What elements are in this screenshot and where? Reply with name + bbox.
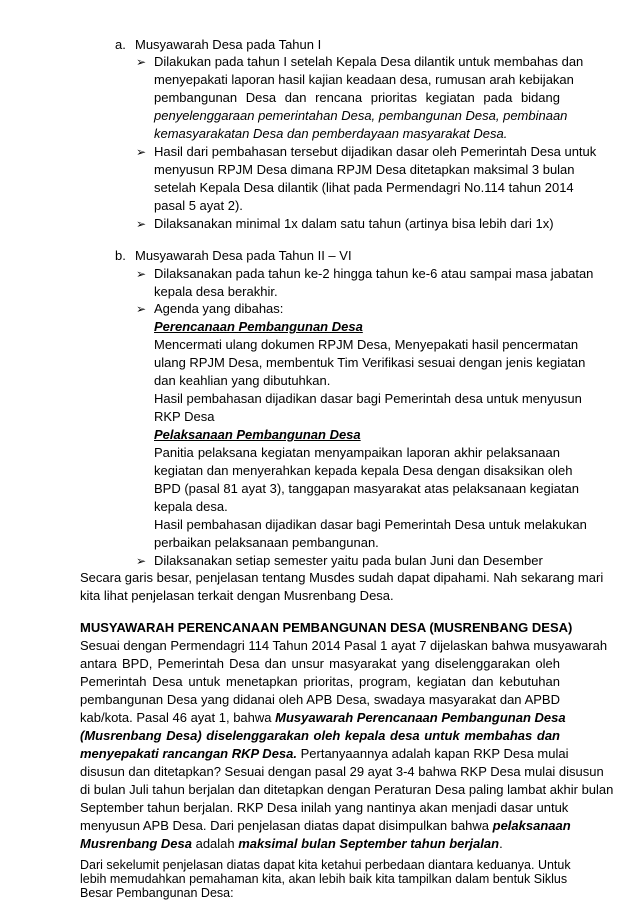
- text-line: [80, 836, 503, 852]
- text-line: antara BPD, Pemerintah Desa dan unsur masyarakat yang diselenggarakan oleh: [80, 656, 560, 671]
- text-line: Dilaksanakan pada tahun ke-2 hingga tahun ke-6 atau sampai masa jabatan: [154, 266, 594, 281]
- text-run: kab/kota. Pasal 46 ayat 1, bahwa: [80, 710, 276, 725]
- text-line: kepala desa.: [154, 499, 228, 514]
- section-a-title: Musyawarah Desa pada Tahun I: [135, 37, 322, 52]
- emphasis-run: pelaksanaan: [492, 818, 571, 833]
- text-line: Dilaksanakan setiap semester yaitu pada bulan Juni dan Desember: [154, 553, 543, 568]
- text-line: [80, 818, 571, 834]
- text-line: Hasil dari pembahasan tersebut dijadikan dasar oleh Pemerintah Desa untuk: [154, 144, 597, 159]
- text-line: dan keahlian yang dibutuhkan.: [154, 373, 331, 388]
- bullet-arrow-icon: ➢: [136, 554, 147, 568]
- emphasis-run: Musyawarah Perencanaan Pembangunan Desa: [275, 710, 566, 725]
- text-line: (Musrenbang Desa) diselenggarakan oleh kepala desa untuk membahas dan: [80, 728, 560, 743]
- text-line: Hasil pembahasan dijadikan dasar bagi Pemerintah desa untuk menyusun: [154, 391, 582, 406]
- text-run: Pertanyaannya adalah kapan RKP Desa mulai: [297, 746, 569, 761]
- text-line: Besar Pembangunan Desa:: [80, 886, 234, 900]
- text-line: setelah Kepala Desa dilantik (lihat pada Permendagri No.114 tahun 2014: [154, 180, 574, 195]
- text-line: kita lihat penjelasan terkait dengan Musrenbang Desa.: [80, 588, 394, 603]
- text-line: [80, 746, 569, 762]
- bullet-arrow-icon: ➢: [136, 302, 147, 316]
- text-line: Pemerintah Desa untuk menetapkan prioritas, program, kegiatan dan kebutuhan: [80, 674, 560, 689]
- text-line: perbaikan pelaksanaan pembangunan.: [154, 535, 379, 550]
- text-line: kepala desa berakhir.: [154, 284, 278, 299]
- text-run: menyusun APB Desa. Dari penjelasan diatas dapat disimpulkan bahwa: [80, 818, 493, 833]
- text-line: September tahun berjalan. RKP Desa inilah yang nantinya akan menjadi dasar untuk: [80, 800, 569, 815]
- bullet-arrow-icon: ➢: [136, 217, 147, 231]
- text-line: penyelenggaraan pemerintahan Desa, pembangunan Desa, pembinaan: [154, 108, 568, 123]
- pelaksanaan-heading: Pelaksanaan Pembangunan Desa: [154, 427, 361, 442]
- text-line: Mencermati ulang dokumen RPJM Desa, Menyepakati hasil pencermatan: [154, 337, 579, 352]
- emphasis-run: Musrenbang Desa: [80, 836, 192, 851]
- text-line: kemasyarakatan Desa dan pemberdayaan masyarakat Desa.: [154, 126, 508, 141]
- bullet-arrow-icon: ➢: [136, 145, 147, 159]
- text-line: Dilakukan pada tahun I setelah Kepala Desa dilantik untuk membahas dan: [154, 54, 584, 69]
- text-line: menyusun RPJM Desa dimana RPJM Desa ditetapkan maksimal 3 bulan: [154, 162, 575, 177]
- text-line: Dilaksanakan minimal 1x dalam satu tahun (artinya bisa lebih dari 1x): [154, 216, 554, 231]
- section-b-title: Musyawarah Desa pada Tahun II – VI: [135, 248, 352, 263]
- text-line: pembangunan Desa yang didanai oleh APB Desa, swadaya masyarakat dan APBD: [80, 692, 560, 707]
- section-b-label: b.: [115, 248, 126, 263]
- text-line: Hasil pembahasan dijadikan dasar bagi Pemerintah Desa untuk melakukan: [154, 517, 587, 532]
- bullet-arrow-icon: ➢: [136, 55, 147, 69]
- emphasis-run: maksimal bulan September tahun berjalan: [238, 836, 500, 851]
- text-line: disusun dan ditetapkan? Sesuai dengan pasal 29 ayat 3-4 bahwa RKP Desa mulai disusun: [80, 764, 604, 779]
- text-line: pasal 5 ayat 2).: [154, 198, 243, 213]
- text-line: Secara garis besar, penjelasan tentang Musdes sudah dapat dipahami. Nah sekarang mari: [80, 570, 604, 585]
- text-line: BPD (pasal 81 ayat 3), tanggapan masyarakat atas pelaksanaan kegiatan: [154, 481, 579, 496]
- text-run: .: [499, 836, 503, 851]
- text-line: RKP Desa: [154, 409, 215, 424]
- text-line: pembangunan Desa dan rencana prioritas kegiatan pada bidang: [154, 90, 560, 105]
- text-line: Dari sekelumit penjelasan diatas dapat kita ketahui perbedaan diantara keduanya. Untuk: [80, 858, 571, 872]
- text-line: Agenda yang dibahas:: [154, 301, 284, 316]
- text-line: Sesuai dengan Permendagri 114 Tahun 2014 Pasal 1 ayat 7 dijelaskan bahwa musyawarah: [80, 638, 608, 653]
- text-run: adalah: [191, 836, 239, 851]
- perencanaan-heading: Perencanaan Pembangunan Desa: [154, 319, 363, 334]
- text-line: lebih memudahkan pemahaman kita, akan lebih baik kita tampilkan dalam bentuk Siklus: [80, 872, 568, 886]
- text-line: [80, 710, 566, 726]
- text-line: di bulan Juli tahun berjalan dan ditetapkan dengan Peraturan Desa paling lambat akhir bulan: [80, 782, 614, 797]
- section-a-label: a.: [115, 37, 126, 52]
- text-line: ulang RPJM Desa, membentuk Tim Verifikasi sesuai dengan jenis kegiatan: [154, 355, 586, 370]
- bullet-arrow-icon: ➢: [136, 267, 147, 281]
- emphasis-run: menyepakati rancangan RKP Desa.: [80, 746, 297, 761]
- musrenbang-heading: MUSYAWARAH PERENCANAAN PEMBANGUNAN DESA (MUSRENBANG DESA): [80, 620, 573, 635]
- text-line: Panitia pelaksana kegiatan menyampaikan laporan akhir pelaksanaan: [154, 445, 560, 460]
- text-line: kegiatan dan menyerahkan kepada kepala Desa dengan disaksikan oleh: [154, 463, 573, 478]
- text-line: menyepakati laporan hasil kajian keadaan desa, rumusan arah kebijakan: [154, 72, 574, 87]
